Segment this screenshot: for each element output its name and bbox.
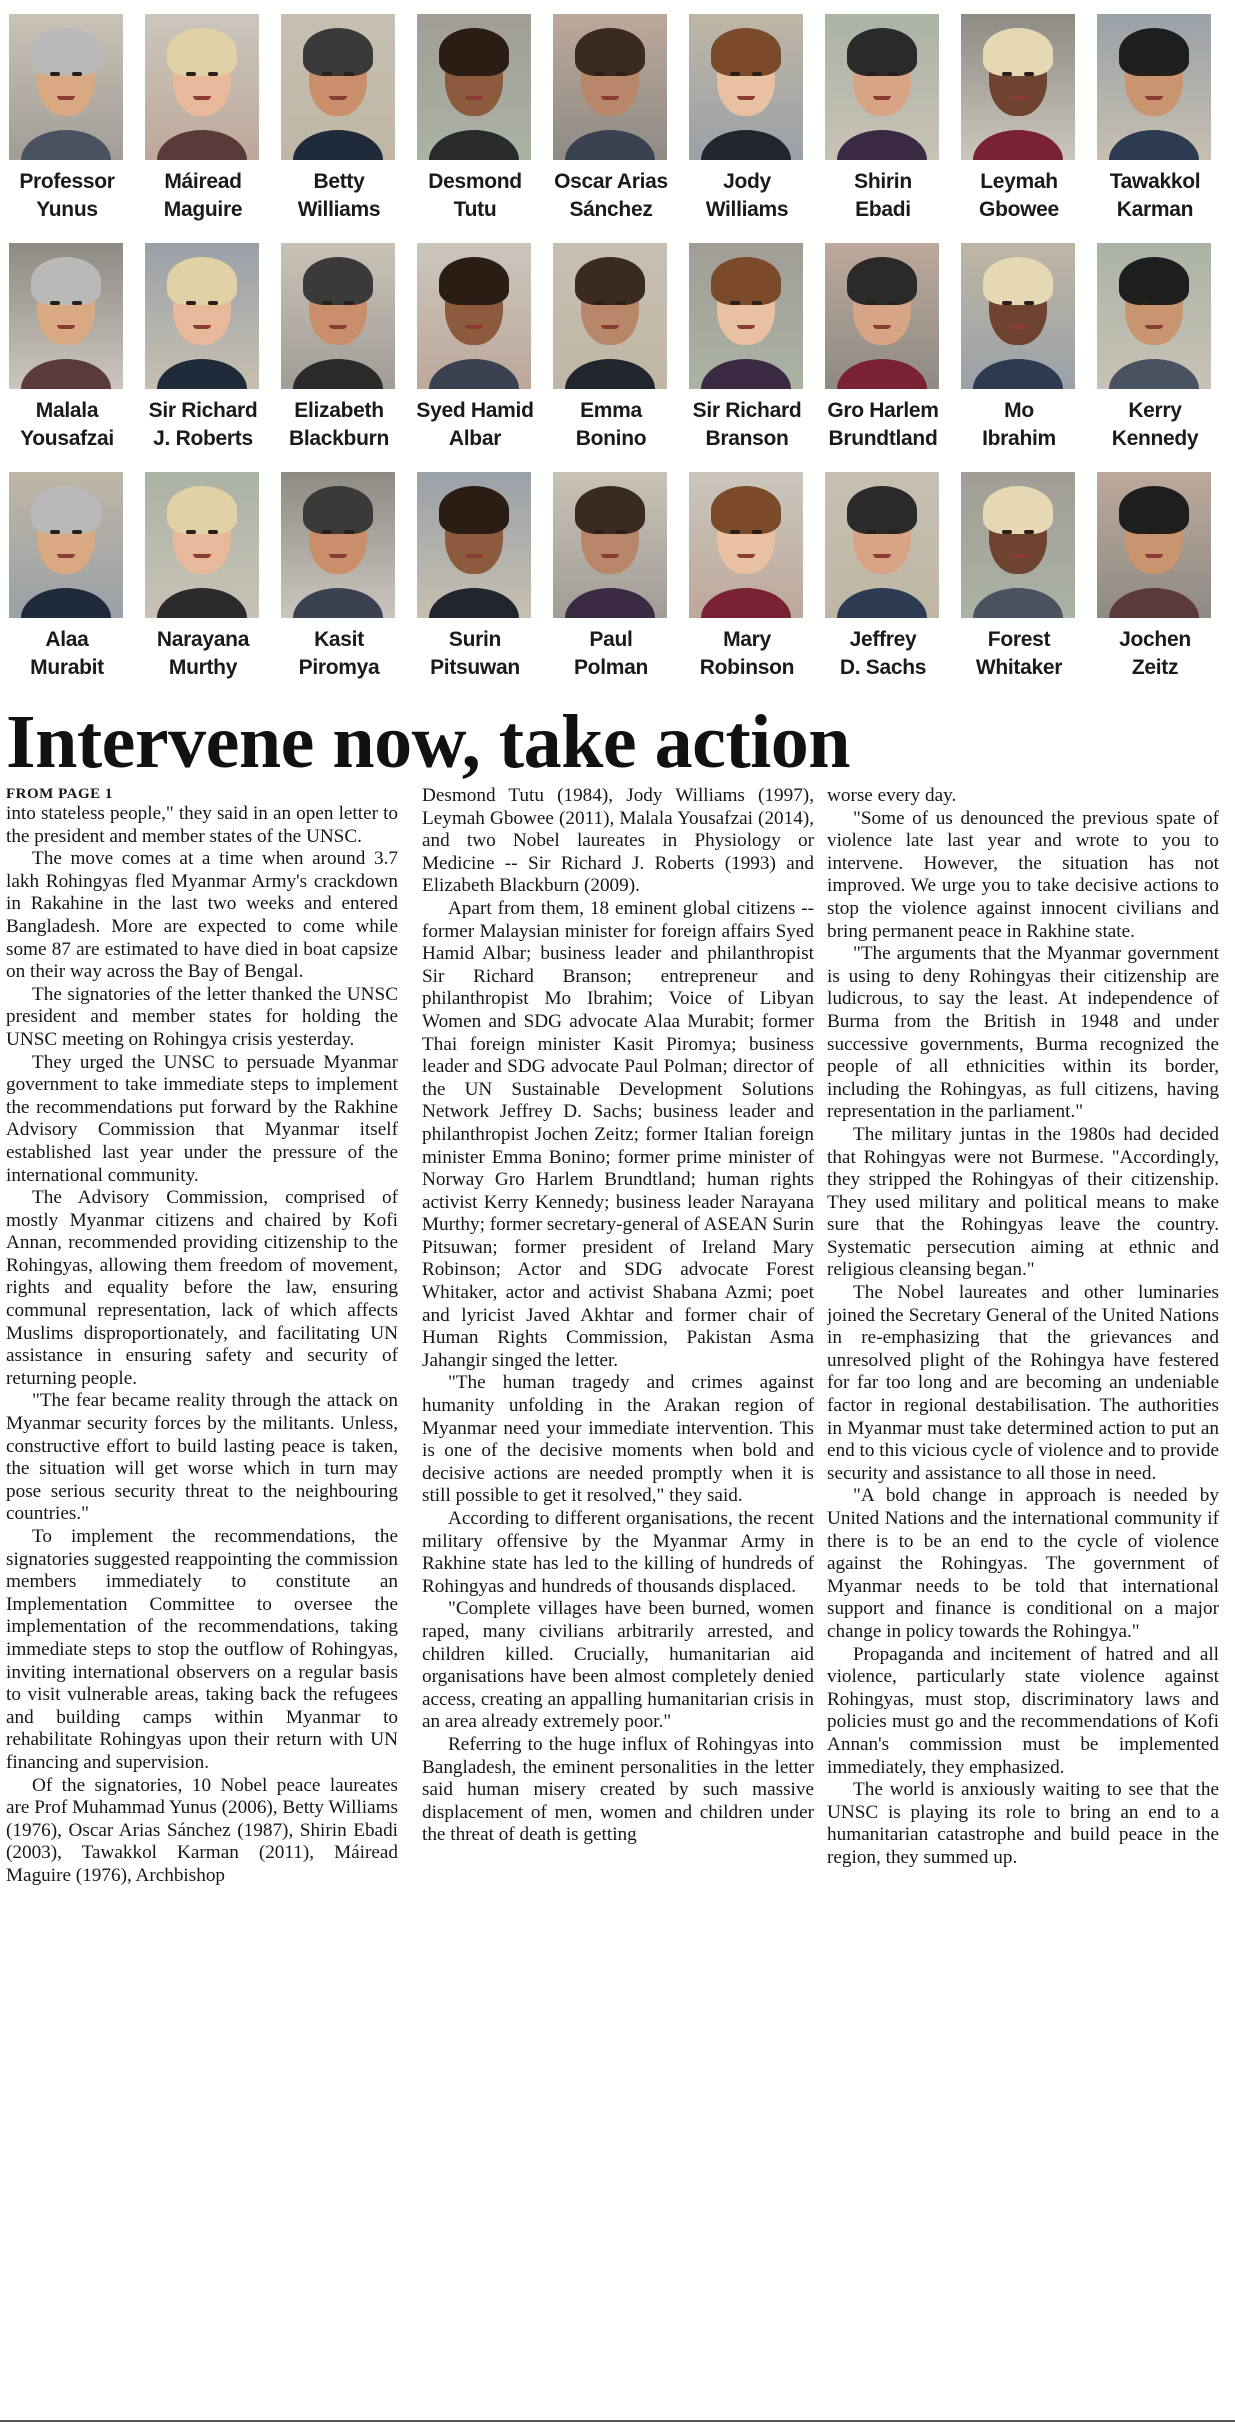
- signatory-name: [548, 168, 674, 224]
- portrait-photo: [961, 243, 1075, 389]
- paragraph: To implement the recommendations, the signatories suggested reappointing the commission members immediately to constitute an Implementation Committee to oversee the implementation of the recommendations, taking immediate steps to stop the outflow of Rohingyas, inviting international observers on a regular basis to visit vulnerable areas, taking back the refugees and building camps within Myanmar to rehabilitate Rohingyas upon their return with UN financing and supervision.: [6, 1526, 398, 1773]
- paragraph: Referring to the huge influx of Rohingyas into Bangladesh, the eminent personalities in the letter said human misery created by such massive displacement of men, women and children under the threat of death is getting: [422, 1733, 814, 1846]
- signatory-last-name: Williams: [297, 198, 381, 221]
- article-column-3: [827, 785, 1219, 2415]
- portrait-photo: [553, 14, 667, 160]
- signatory-name: [548, 397, 674, 453]
- signatory-first-name: Sir Richard: [692, 399, 802, 422]
- paragraph: Of the signatories, 10 Nobel peace laureates are Prof Muhammad Yunus (2006), Betty Williams (1976), Oscar Arias Sánchez (1987), Shirin Ebadi (2003), Tawakkol Karman (2011), Máiread Maguire (1976), Archbishop: [6, 1774, 398, 1886]
- signatory-last-name: D. Sachs: [839, 656, 927, 679]
- signatory-last-name: Gbowee: [979, 198, 1059, 221]
- signatory-last-name: Sánchez: [569, 198, 653, 221]
- signatory-first-name: Mo: [1004, 399, 1034, 422]
- signatory-card: [684, 229, 810, 459]
- signatory-first-name: Forest: [987, 628, 1051, 651]
- portrait-photo: [417, 243, 531, 389]
- signatory-last-name: Zeitz: [1131, 656, 1179, 679]
- signatory-first-name: Narayana: [156, 628, 250, 651]
- signatory-last-name: Murthy: [168, 656, 238, 679]
- signatory-last-name: Ebadi: [855, 198, 911, 221]
- paragraph: The Nobel laureates and other luminaries joined the Secretary General of the United Nations in re-emphasizing that the grievances and unresolved plight of the Rohingya have festered for far too long and are becoming an undeniable factor in regional destabilisation. The authorities in Myanmar must take determined action to put an end to this vicious cycle of violence and to provide security and assistance to all those in need.: [827, 1282, 1219, 1484]
- signatory-last-name: Whitaker: [975, 656, 1063, 679]
- signatory-last-name: Brundtland: [828, 427, 938, 450]
- signatory-name: [820, 168, 946, 224]
- portrait-photo: [9, 472, 123, 618]
- signatory-first-name: Elizabeth: [294, 399, 384, 422]
- signatory-card: [4, 0, 130, 230]
- signatory-last-name: Branson: [705, 427, 789, 450]
- signatory-first-name: Syed Hamid: [416, 399, 534, 422]
- portrait-photo: [961, 14, 1075, 160]
- portrait-photo: [553, 472, 667, 618]
- signatory-name: [1092, 626, 1218, 682]
- portrait-photo: [281, 14, 395, 160]
- portrait-photo: [417, 14, 531, 160]
- signatory-name: [4, 397, 130, 453]
- signatory-first-name: Gro Harlem: [827, 399, 939, 422]
- paragraph: Propaganda and incitement of hatred and all violence, particularly state violence against Rohingyas, must stop, discriminatory laws and policies must go and the recommendations of Kofi Annan's commission must be implemented immediately, they emphasized.: [827, 1643, 1219, 1778]
- signatory-name: [1092, 397, 1218, 453]
- paragraph: into stateless people," they said in an open letter to the president and member states of the UNSC.: [6, 803, 398, 847]
- signatory-first-name: Emma: [580, 399, 642, 422]
- signatory-name: [956, 397, 1082, 453]
- dateline: FROM PAGE 1: [6, 786, 113, 802]
- signatory-card: [956, 229, 1082, 459]
- paragraph: "Some of us denounced the previous spate of violence late last year and wrote to you to intervene. However, the situation has not improved. We urge you to take decisive actions to stop the violence against innocent civilians and bring permanent peace in Rakhine state.: [827, 807, 1219, 942]
- signatory-card: [1092, 458, 1218, 688]
- portrait-photo: [961, 472, 1075, 618]
- signatory-card: [956, 458, 1082, 688]
- signatory-photo-grid: [0, 0, 1235, 700]
- signatory-card: [412, 229, 538, 459]
- signatory-name: [956, 626, 1082, 682]
- signatory-card: [820, 229, 946, 459]
- portrait-photo: [1097, 14, 1211, 160]
- signatory-last-name: Yunus: [36, 198, 98, 221]
- signatory-card: [140, 229, 266, 459]
- signatory-name: [956, 168, 1082, 224]
- signatory-name: [412, 168, 538, 224]
- signatory-first-name: Jochen: [1119, 628, 1191, 651]
- signatory-last-name: Ibrahim: [982, 427, 1056, 450]
- portrait-photo: [1097, 243, 1211, 389]
- signatory-card: [276, 458, 402, 688]
- signatory-name: [684, 626, 810, 682]
- paragraph: The world is anxiously waiting to see that the UNSC is playing its role to bring an end to a humanitarian catastrophe and build peace in the region, they summed up.: [827, 1779, 1219, 1868]
- signatory-card: [820, 458, 946, 688]
- signatory-last-name: Williams: [705, 198, 789, 221]
- portrait-photo: [145, 243, 259, 389]
- signatory-card: [548, 458, 674, 688]
- signatory-first-name: Paul: [589, 628, 633, 651]
- portrait-photo: [9, 243, 123, 389]
- article-column-2: [422, 785, 814, 2415]
- portrait-photo: [825, 472, 939, 618]
- paragraph: "The arguments that the Myanmar government is using to deny Rohingyas their citizenship are ludicrous, to say the least. At independence of Burma from the British in 1948 and under successive governments, Burma recognized the people of all ethnicities within its border, including the Rohingyas, as full citizens, having representation in the parliament.": [827, 943, 1219, 1123]
- signatory-first-name: Malala: [35, 399, 99, 422]
- signatory-first-name: Jody: [723, 170, 771, 193]
- signatory-first-name: Professor: [19, 170, 115, 193]
- bottom-rule: [0, 2420, 1235, 2422]
- paragraph: worse every day.: [827, 785, 957, 806]
- signatory-card: [412, 0, 538, 230]
- signatory-name: [684, 168, 810, 224]
- signatory-name: [820, 397, 946, 453]
- portrait-photo: [145, 14, 259, 160]
- signatory-card: [820, 0, 946, 230]
- portrait-photo: [1097, 472, 1211, 618]
- signatory-card: [548, 0, 674, 230]
- signatory-first-name: Oscar Arias: [554, 170, 668, 193]
- signatory-name: [684, 397, 810, 453]
- paragraph: "The human tragedy and crimes against humanity unfolding in the Arakan region of Myanmar need your immediate intervention. This is one of the decisive moments when bold and decisive actions are needed promptly when it is still possible to get it resolved," they said.: [422, 1372, 814, 1507]
- signatory-card: [276, 0, 402, 230]
- portrait-photo: [553, 243, 667, 389]
- signatory-first-name: Kasit: [314, 628, 364, 651]
- signatory-first-name: Sir Richard: [148, 399, 258, 422]
- signatory-last-name: Albar: [448, 427, 502, 450]
- signatory-card: [140, 458, 266, 688]
- signatory-last-name: Yousafzai: [20, 427, 114, 450]
- signatory-name: [4, 626, 130, 682]
- signatory-card: [956, 0, 1082, 230]
- signatory-card: [412, 458, 538, 688]
- signatory-name: [548, 626, 674, 682]
- signatory-last-name: Tutu: [453, 198, 497, 221]
- signatory-card: [4, 229, 130, 459]
- signatory-first-name: Jeffrey: [849, 628, 917, 651]
- signatory-card: [1092, 0, 1218, 230]
- portrait-photo: [281, 243, 395, 389]
- signatory-name: [276, 397, 402, 453]
- signatory-name: [140, 626, 266, 682]
- signatory-name: [820, 626, 946, 682]
- signatory-name: [4, 168, 130, 224]
- signatory-last-name: Murabit: [30, 656, 104, 679]
- signatory-name: [412, 626, 538, 682]
- portrait-photo: [417, 472, 531, 618]
- portrait-photo: [689, 243, 803, 389]
- signatory-last-name: J. Roberts: [153, 427, 253, 450]
- signatory-first-name: Kerry: [1128, 399, 1182, 422]
- portrait-photo: [825, 14, 939, 160]
- portrait-photo: [689, 472, 803, 618]
- signatory-first-name: Surin: [448, 628, 502, 651]
- portrait-photo: [689, 14, 803, 160]
- signatory-name: [276, 168, 402, 224]
- signatory-last-name: Karman: [1116, 198, 1194, 221]
- signatory-card: [684, 458, 810, 688]
- signatory-last-name: Bonino: [575, 427, 647, 450]
- paragraph: According to different organisations, the recent military offensive by the Myanmar Army in Rakhine state has led to the killing of hundreds of Rohingyas and hundreds of thousands displaced.: [422, 1508, 814, 1597]
- signatory-card: [684, 0, 810, 230]
- paragraph: The Advisory Commission, comprised of mostly Myanmar citizens and chaired by Kofi Annan, recommended providing citizenship to the Rohingyas, allowing them freedom of movement, rights and equality before the law, ensuring communal representation, lack of which affects Muslims disproportionately, and facilitating UN assistance in ensuring safety and security of returning people.: [6, 1187, 398, 1389]
- paragraph: They urged the UNSC to persuade Myanmar government to take immediate steps to implement the recommendations put forward by the Rakhine Advisory Commission that Myanmar itself established last year under the pressure of the international community.: [6, 1051, 398, 1186]
- signatory-last-name: Polman: [573, 656, 649, 679]
- signatory-card: [548, 229, 674, 459]
- paragraph: The signatories of the letter thanked the UNSC president and member states for holding the UNSC meeting on Rohingya crisis yesterday.: [6, 983, 398, 1050]
- signatory-first-name: Desmond: [428, 170, 522, 193]
- paragraph: Apart from them, 18 eminent global citizens -- former Malaysian minister for foreign affairs Syed Hamid Albar; business leader and philanthropist Sir Richard Branson; entrepreneur and philanthropist Mo Ibrahim; Voice of Libyan Women and SDG advocate Alaa Murabit; former Thai foreign minister Kasit Piromya; business leader and SDG advocate Paul Polman; director of the UN Sustainable Development Solutions Network Jeffrey D. Sachs; business leader and philanthropist Jochen Zeitz; former Italian foreign minister Emma Bonino; former prime minister of Norway Gro Harlem Brundtland; human rights activist Kerry Kennedy; business leader Narayana Murthy; former secretary-general of ASEAN Surin Pitsuwan; former president of Ireland Mary Robinson; Actor and SDG advocate Forest Whitaker, actor and activist Shabana Azmi; poet and lyricist Javed Akhtar and former chair of Human Rights Commission, Pakistan Asma Jahangir singed the letter.: [422, 897, 814, 1371]
- signatory-last-name: Pitsuwan: [430, 656, 520, 679]
- signatory-first-name: Mary: [723, 628, 771, 651]
- paragraph: The move comes at a time when around 3.7 lakh Rohingyas fled Myanmar Army's crackdown in Rakahine in the last two weeks and entered Bangladesh. More are expected to come while some 87 are estimated to have died in boat capsize on their way across the Bay of Bengal.: [6, 848, 398, 983]
- signatory-name: [140, 397, 266, 453]
- headline: Intervene now, take action: [6, 700, 851, 784]
- signatory-name: [140, 168, 266, 224]
- signatory-name: [1092, 168, 1218, 224]
- signatory-last-name: Maguire: [163, 198, 243, 221]
- signatory-first-name: Tawakkol: [1109, 170, 1201, 193]
- signatory-name: [412, 397, 538, 453]
- signatory-last-name: Piromya: [298, 656, 380, 679]
- signatory-first-name: Alaa: [45, 628, 89, 651]
- signatory-first-name: Leymah: [980, 170, 1058, 193]
- signatory-card: [276, 229, 402, 459]
- paragraph: "Complete villages have been burned, women raped, many civilians arbitrarily arrested, and children killed. Crucially, humanitarian aid organisations have been almost completely denied access, creating an appalling humanitarian crisis in an area already extremely poor.": [422, 1598, 814, 1733]
- signatory-last-name: Robinson: [699, 656, 795, 679]
- signatory-first-name: Máiread: [164, 170, 242, 193]
- paragraph: Desmond Tutu (1984), Jody Williams (1997), Leymah Gbowee (2011), Malala Yousafzai (2014), and two Nobel laureates in Physiology or Medicine -- Sir Richard J. Roberts (1993) and Elizabeth Blackburn (2009).: [422, 785, 814, 897]
- signatory-first-name: Betty: [313, 170, 365, 193]
- paragraph: "A bold change in approach is needed by United Nations and the international community if there is to be an end to the cycle of violence against the Rohingyas. The government of Myanmar needs to be told that international support and finance is conditional on a major change in policy towards the Rohingya.": [827, 1485, 1219, 1642]
- paragraph: "The fear became reality through the attack on Myanmar security forces by the militants. Unless, constructive effort to build lasting peace is taken, the situation will get worse which in turn may pose serious security threat to the neighbouring countries.": [6, 1390, 398, 1525]
- signatory-first-name: Shirin: [854, 170, 912, 193]
- portrait-photo: [825, 243, 939, 389]
- signatory-card: [4, 458, 130, 688]
- article-column-1: [6, 785, 398, 2415]
- paragraph: The military juntas in the 1980s had decided that Rohingyas were not Burmese. "Accordingly, they stripped the Rohingyas of their citizenship. They used military and political means to make sure that the Rohingyas leave the country. Systematic persecution aiming at ethnic and religious cleansing began.": [827, 1123, 1219, 1281]
- signatory-last-name: Kennedy: [1111, 427, 1199, 450]
- signatory-card: [1092, 229, 1218, 459]
- portrait-photo: [281, 472, 395, 618]
- signatory-card: [140, 0, 266, 230]
- signatory-name: [276, 626, 402, 682]
- portrait-photo: [9, 14, 123, 160]
- signatory-last-name: Blackburn: [289, 427, 389, 450]
- portrait-photo: [145, 472, 259, 618]
